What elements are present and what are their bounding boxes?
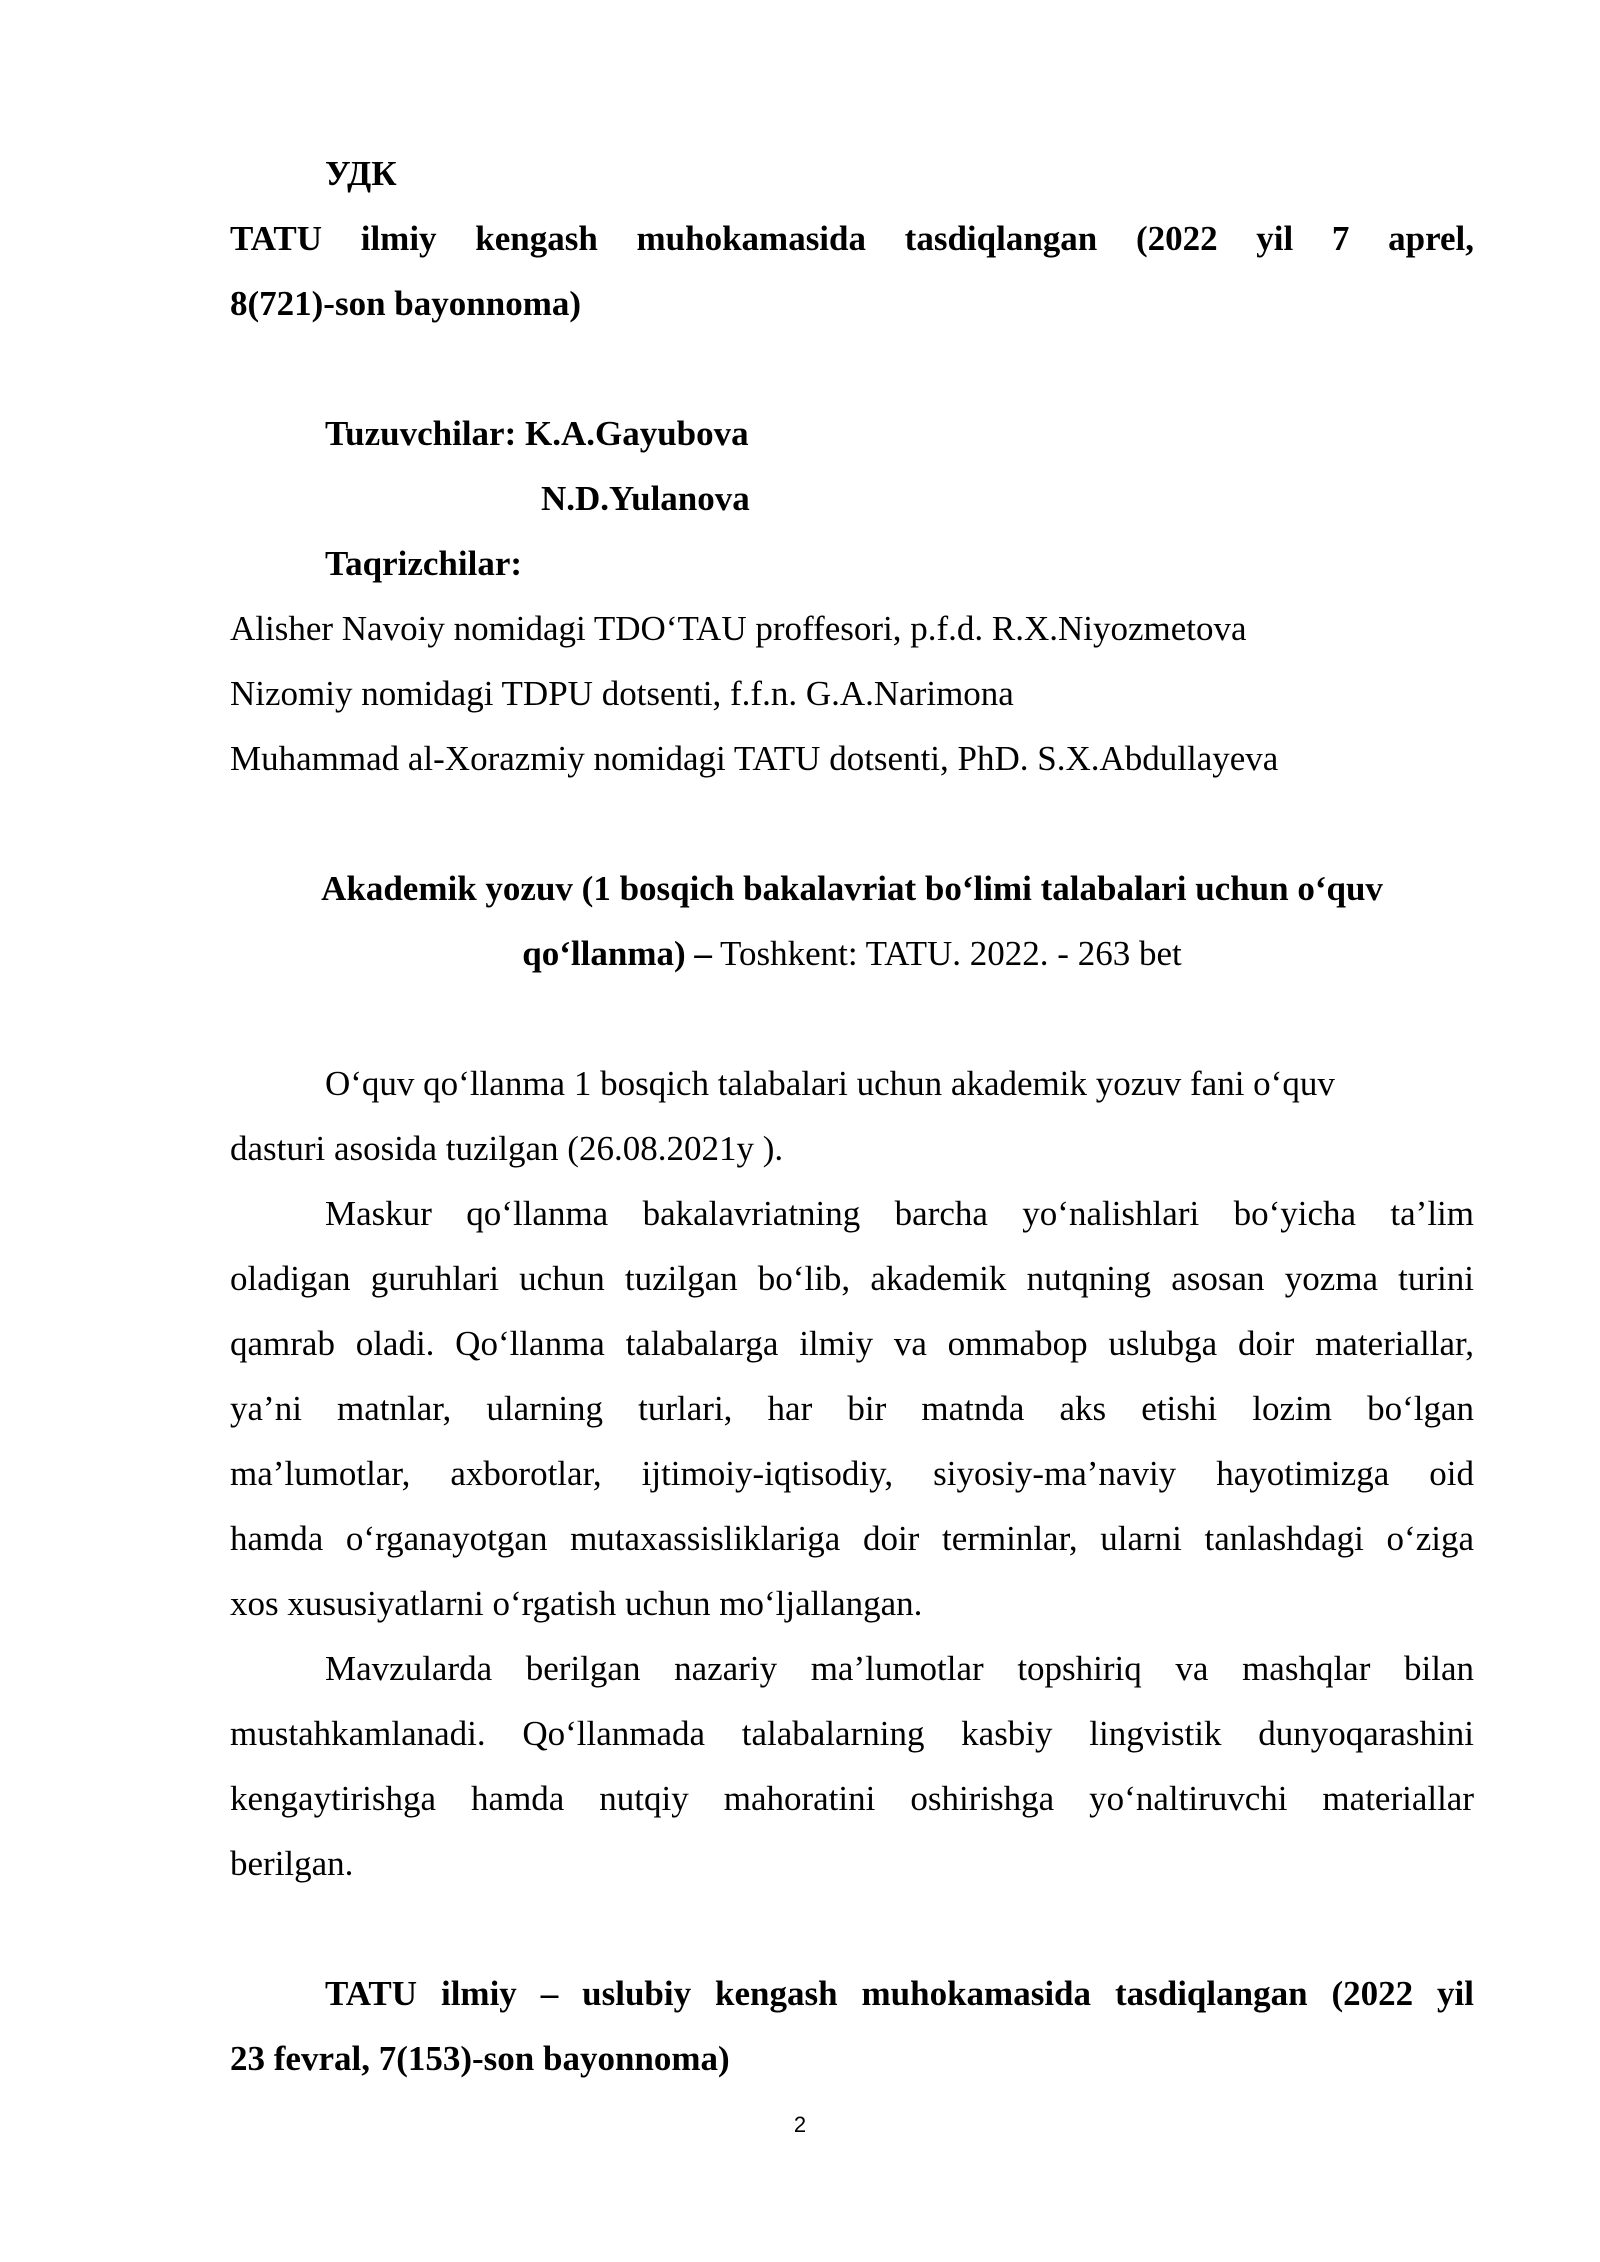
paragraph-2-line: Maskur qo‘llanma bakalavriatning barcha yo‘nalishlari bo‘yicha ta’lim	[325, 1194, 1474, 1233]
reviewer-item: Nizomiy nomidagi TDPU dotsenti, f.f.n. G.A.Narimona	[230, 674, 1014, 713]
compiler-second: N.D.Yulanova	[541, 479, 750, 518]
book-title-bold: qo‘llanma) –	[522, 934, 712, 973]
udk-label: УДК	[325, 154, 397, 193]
reviewer-item: Muhammad al-Xorazmiy nomidagi TATU dotsenti, PhD. S.X.Abdullayeva	[230, 739, 1279, 778]
paragraph-2-line: qamrab oladi. Qo‘llanma talabalarga ilmiy va ommabop uslubga doir materiallar,	[230, 1324, 1474, 1363]
paragraph-2-line: ya’ni matnlar, ularning turlari, har bir matnda aks etishi lozim bo‘lgan	[230, 1389, 1474, 1428]
paragraph-3-line: kengaytirishga hamda nutqiy mahoratini oshirishga yo‘naltiruvchi materiallar	[230, 1779, 1474, 1818]
paragraph-2-line: xos xususiyatlarni o‘rgatish uchun mo‘ljallangan.	[230, 1584, 923, 1623]
compilers-label: Tuzuvchilar: K.A.Gayubova	[325, 414, 749, 453]
paragraph-2-line: oladigan guruhlari uchun tuzilgan bo‘lib, akademik nutqning asosan yozma turini	[230, 1259, 1474, 1298]
council-approval-line-2: 8(721)-son bayonnoma)	[230, 284, 582, 323]
book-title-line-1: Akademik yozuv (1 bosqich bakalavriat bo‘limi talabalari uchun o‘quv	[321, 869, 1383, 908]
methodical-council-approval-line-2: 23 fevral, 7(153)-son bayonnoma)	[230, 2039, 730, 2078]
paragraph-2-line: ma’lumotlar, axborotlar, ijtimoiy-iqtisodiy, siyosiy-ma’naviy hayotimizga oid	[230, 1454, 1474, 1493]
paragraph-1-line: dasturi asosida tuzilgan (26.08.2021y ).	[230, 1129, 784, 1168]
reviewer-item: Alisher Navoiy nomidagi TDO‘TAU proffesori, p.f.d. R.X.Niyozmetova	[230, 609, 1247, 648]
book-title-line-2	[230, 932, 1474, 976]
reviewers-label: Taqrizchilar:	[325, 544, 523, 583]
methodical-council-approval-line-1: TATU ilmiy – uslubiy kengash muhokamasida tasdiqlangan (2022 yil	[325, 1974, 1474, 2013]
paragraph-1-line: O‘quv qo‘llanma 1 bosqich talabalari uchun akademik yozuv fani o‘quv	[325, 1064, 1335, 1103]
paragraph-3-line: berilgan.	[230, 1844, 354, 1883]
book-imprint: Toshkent: TATU. 2022. - 263 bet	[711, 934, 1182, 973]
paragraph-2-line: hamda o‘rganayotgan mutaxassisliklariga doir terminlar, ularni tanlashdagi o‘ziga	[230, 1519, 1474, 1558]
paragraph-3-line: mustahkamlanadi. Qo‘llanmada talabalarning kasbiy lingvistik dunyoqarashini	[230, 1714, 1474, 1753]
council-approval-line-1: TATU ilmiy kengash muhokamasida tasdiqlangan (2022 yil 7 aprel,	[230, 219, 1474, 258]
page-number: 2	[793, 2112, 807, 2137]
paragraph-3-line: Mavzularda berilgan nazariy ma’lumotlar topshiriq va mashqlar bilan	[325, 1649, 1474, 1688]
